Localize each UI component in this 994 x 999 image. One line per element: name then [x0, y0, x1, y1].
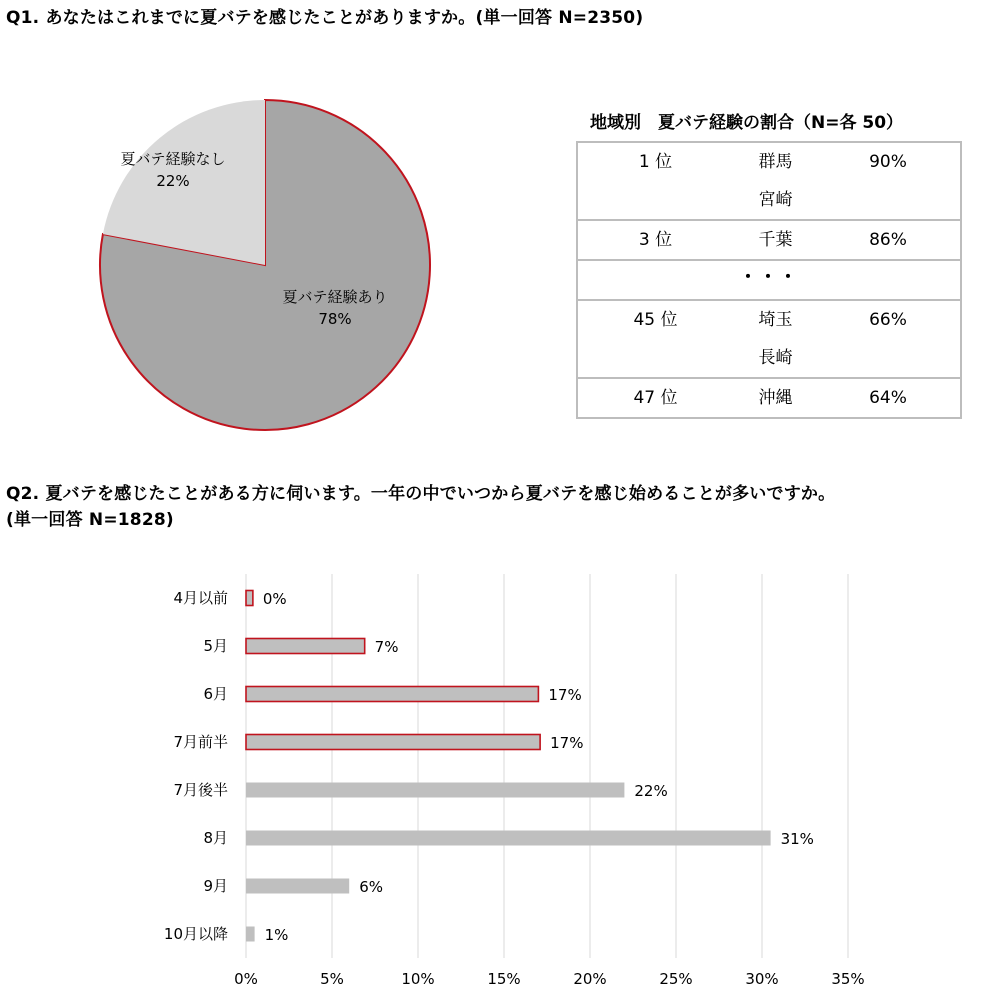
prefecture-name: 宮崎: [758, 190, 793, 210]
pie-label-none-value: 22%: [156, 172, 190, 190]
value-label: 6%: [359, 878, 383, 896]
x-tick-label: 15%: [487, 970, 521, 988]
category-label: 5月: [203, 637, 228, 655]
value-label: 17%: [548, 686, 582, 704]
table-row: [578, 143, 960, 221]
value-label: 1%: [264, 926, 289, 944]
prefecture-cell: [733, 143, 818, 219]
category-label: 6月: [203, 685, 228, 703]
bar: [246, 687, 538, 702]
pie-label-experienced-name: 夏バテ経験あり: [282, 288, 388, 306]
category-label: 9月: [203, 877, 228, 895]
prefecture-name: 群馬: [758, 152, 793, 172]
table-row: [578, 221, 960, 261]
q2-subtitle: (単一回答 N=1828): [6, 510, 174, 530]
x-tick-label: 25%: [659, 970, 693, 988]
percentage-cell: 66%: [869, 310, 907, 330]
category-label: 8月: [203, 829, 228, 847]
rank-cell: 1 位: [638, 152, 673, 172]
prefecture-name: 沖縄: [758, 388, 793, 408]
x-tick-label: 5%: [320, 970, 344, 988]
x-tick-label: 30%: [745, 970, 779, 988]
x-tick-label: 20%: [573, 970, 607, 988]
q2-title: Q2. 夏バテを感じたことがある方に伺います。一年の中でいつから夏バテを感じ始めることが多いですか。: [6, 484, 836, 504]
value-label: 0%: [262, 590, 287, 608]
prefecture-cell: [733, 301, 818, 377]
prefecture-name: 埼玉: [758, 310, 793, 330]
pie-label-experienced: [270, 286, 400, 330]
value-label: 31%: [780, 830, 814, 848]
bar: [246, 783, 624, 798]
pie-label-none: [108, 148, 238, 192]
pie-label-experienced-value: 78%: [318, 310, 352, 328]
table-row: [578, 379, 960, 417]
x-tick-label: 35%: [831, 970, 865, 988]
bar: [246, 927, 255, 942]
prefecture-name: 長崎: [758, 348, 793, 368]
prefecture-cell: [733, 379, 818, 417]
category-label: 7月後半: [173, 781, 228, 799]
rank-cell: 47 位: [633, 388, 678, 408]
percentage-cell: 64%: [869, 388, 907, 408]
bar: [246, 831, 771, 846]
prefecture-cell: [733, 221, 818, 259]
bar: [246, 879, 349, 894]
value-label: 17%: [550, 734, 584, 752]
category-label: 4月以前: [173, 589, 228, 607]
bar: [246, 639, 365, 654]
category-label: 7月前半: [173, 733, 228, 751]
bar-chart: [140, 560, 900, 995]
q1-title: Q1. あなたはこれまでに夏バテを感じたことがありますか。(単一回答 N=2350): [6, 8, 644, 28]
table-row: [578, 301, 960, 379]
category-label: 10月以降: [163, 925, 228, 943]
pie-label-none-name: 夏バテ経験なし: [120, 150, 226, 168]
bar: [246, 591, 253, 606]
table-row-ellipsis: [578, 261, 960, 301]
region-table-title: 地域別 夏バテ経験の割合（N=各 50）: [590, 113, 904, 133]
bar: [246, 735, 540, 750]
region-ranking-table: [576, 141, 962, 419]
prefecture-name: 千葉: [758, 230, 793, 250]
rank-cell: 3 位: [638, 230, 673, 250]
pie-chart: [90, 90, 440, 440]
x-tick-label: 0%: [234, 970, 258, 988]
percentage-cell: 86%: [869, 230, 907, 250]
value-label: 22%: [634, 782, 668, 800]
x-tick-label: 10%: [401, 970, 435, 988]
value-label: 7%: [374, 638, 399, 656]
percentage-cell: 90%: [869, 152, 907, 172]
ellipsis-marker: ・・・: [739, 267, 799, 288]
rank-cell: 45 位: [633, 310, 678, 330]
